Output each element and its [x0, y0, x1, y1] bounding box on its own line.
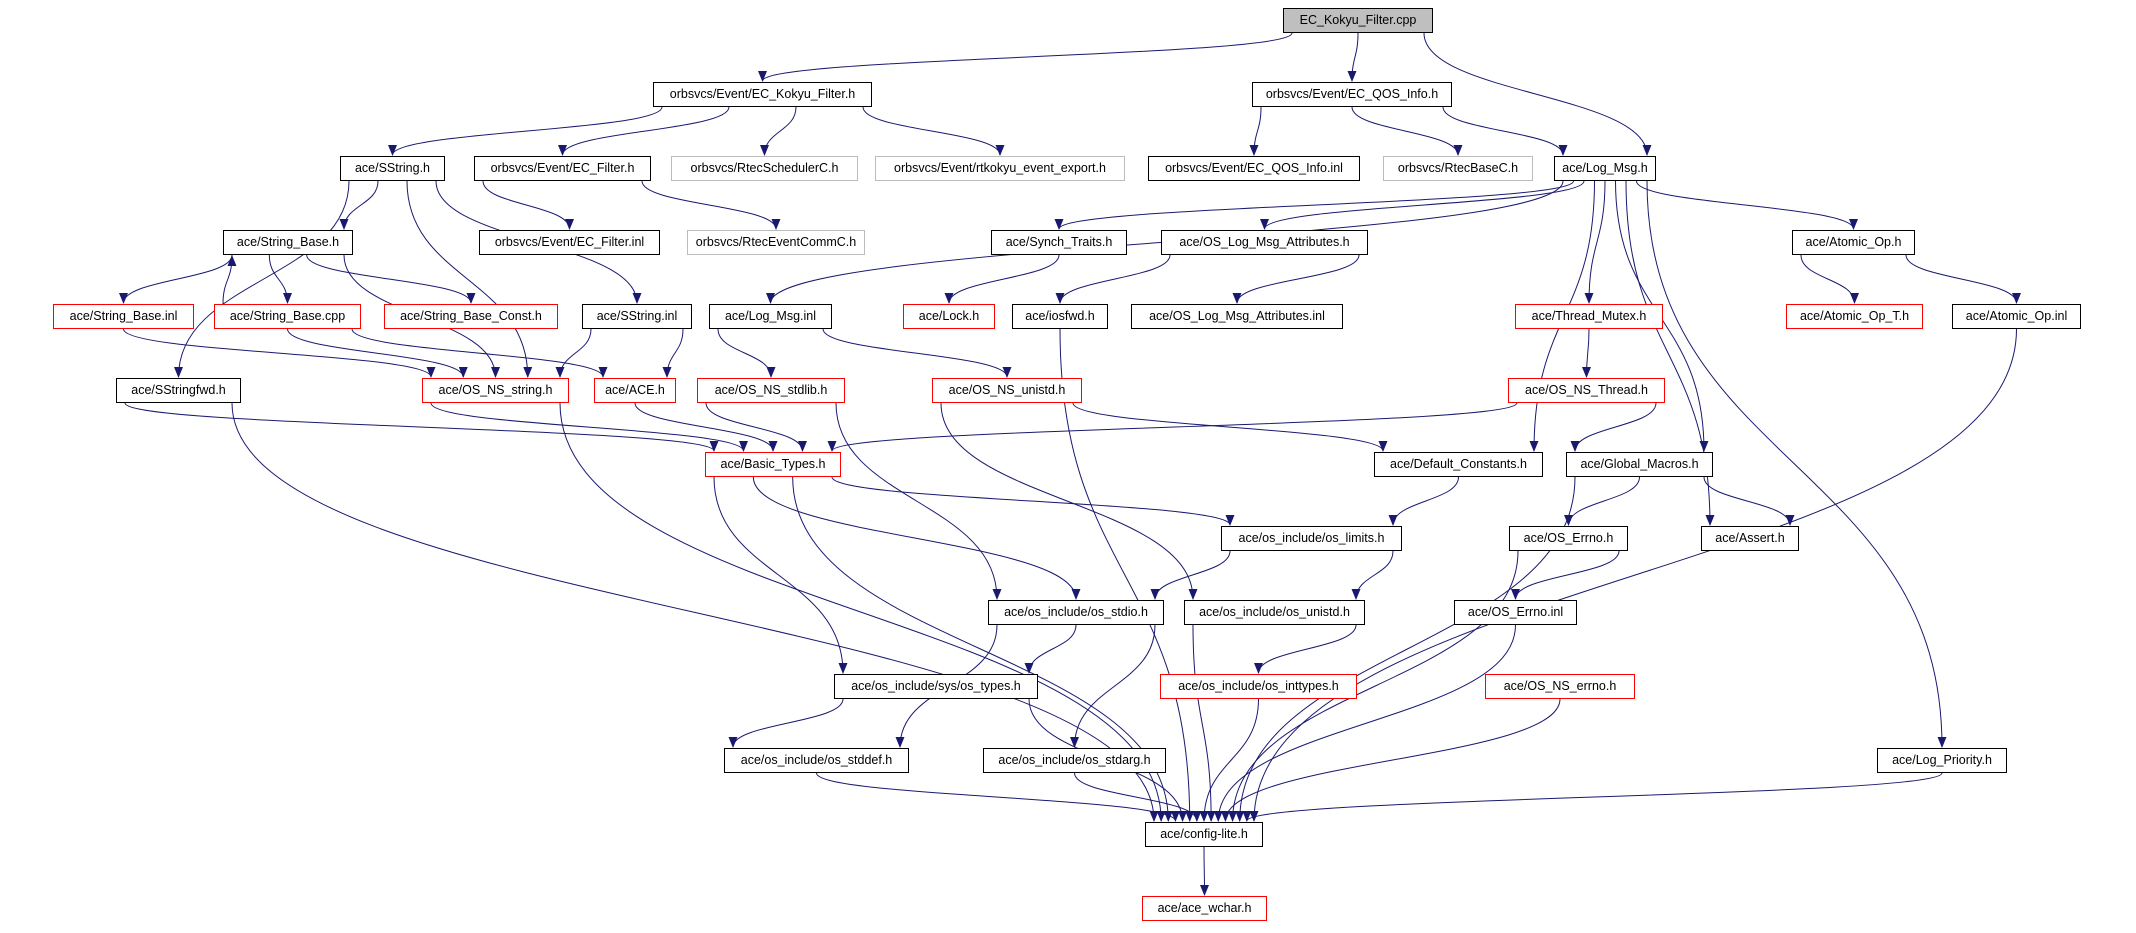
node-ace-os-include-os-limits-h[interactable]: ace/os_include/os_limits.h [1221, 526, 1402, 551]
node-ace-os-include-sys-os-types-h[interactable]: ace/os_include/sys/os_types.h [834, 674, 1038, 699]
node-ace-os-ns-stdlib-h[interactable]: ace/OS_NS_stdlib.h [697, 378, 845, 403]
edge [1029, 625, 1076, 673]
edge [269, 255, 287, 303]
node-ace-basic-types-h[interactable]: ace/Basic_Types.h [705, 452, 841, 477]
node-ace-iosfwd-h[interactable]: ace/iosfwd.h [1012, 304, 1108, 329]
edge [1443, 107, 1563, 155]
node-ace-ace-wchar-h[interactable]: ace/ace_wchar.h [1142, 896, 1267, 921]
edge [1569, 477, 1640, 525]
edge [1259, 625, 1357, 673]
edge [288, 329, 464, 377]
edge [718, 329, 771, 377]
edge [941, 403, 1193, 599]
node-orbsvcs-rtecbasec-h[interactable]: orbsvcs/RtecBaseC.h [1383, 156, 1533, 181]
edge [765, 107, 797, 155]
node-ace-string-base-const-h[interactable]: ace/String_Base_Const.h [384, 304, 558, 329]
edge [714, 477, 843, 673]
edge [1247, 773, 1942, 821]
node-ace-ace-h[interactable]: ace/ACE.h [594, 378, 676, 403]
edge [1575, 403, 1656, 451]
edge [823, 329, 1007, 377]
node-ace-os-log-msg-attributes-inl[interactable]: ace/OS_Log_Msg_Attributes.inl [1131, 304, 1343, 329]
node-ace-atomic-op-t-h[interactable]: ace/Atomic_Op_T.h [1786, 304, 1923, 329]
node-ace-os-include-os-inttypes-h[interactable]: ace/os_include/os_inttypes.h [1160, 674, 1357, 699]
edge [352, 329, 603, 377]
edge [733, 699, 843, 747]
edge [1516, 551, 1620, 599]
edge [642, 181, 776, 229]
edge [1060, 255, 1170, 303]
edge [1193, 625, 1211, 821]
edge [563, 107, 730, 155]
edge [1225, 699, 1560, 821]
node-ace-synch-traits-h[interactable]: ace/Synch_Traits.h [991, 230, 1127, 255]
edge [1356, 551, 1393, 599]
edge [124, 329, 432, 377]
edge [393, 107, 663, 155]
edge [1637, 181, 1854, 229]
edge [763, 33, 1293, 81]
edge [1059, 181, 1574, 229]
edge [1075, 625, 1156, 747]
node-ace-default-constants-h[interactable]: ace/Default_Constants.h [1374, 452, 1543, 477]
node-ace-sstringfwd-h[interactable]: ace/SStringfwd.h [116, 378, 241, 403]
edge [863, 107, 1000, 155]
edge [1424, 33, 1647, 155]
edge [1204, 699, 1259, 821]
edge [1075, 773, 1197, 821]
node-ace-thread-mutex-h[interactable]: ace/Thread_Mutex.h [1515, 304, 1663, 329]
edge [706, 403, 803, 451]
edge [949, 255, 1059, 303]
edge [307, 255, 471, 303]
node-ace-os-include-os-stddef-h[interactable]: ace/os_include/os_stddef.h [724, 748, 909, 773]
edge [836, 403, 997, 599]
node-ace-os-errno-h[interactable]: ace/OS_Errno.h [1509, 526, 1628, 551]
edge [560, 329, 591, 377]
node-ace-os-include-os-stdarg-h[interactable]: ace/os_include/os_stdarg.h [983, 748, 1166, 773]
node-ace-sstring-inl[interactable]: ace/SString.inl [582, 304, 692, 329]
edge [1218, 625, 1515, 821]
node-ace-os-ns-errno-h[interactable]: ace/OS_NS_errno.h [1485, 674, 1635, 699]
edge [1352, 107, 1458, 155]
edge [667, 329, 683, 377]
edge [1801, 255, 1855, 303]
node-orbsvcs-event-ec-qos-info-h[interactable]: orbsvcs/Event/EC_QOS_Info.h [1252, 82, 1452, 107]
edge [1073, 403, 1383, 451]
edge [817, 773, 1176, 821]
edge [125, 403, 714, 451]
node-ace-atomic-op-h[interactable]: ace/Atomic_Op.h [1792, 230, 1915, 255]
edge [1906, 255, 2017, 303]
edge [753, 477, 1076, 599]
edge [1254, 107, 1261, 155]
node-ace-string-base-cpp[interactable]: ace/String_Base.cpp [214, 304, 361, 329]
node-ace-log-msg-h[interactable]: ace/Log_Msg.h [1554, 156, 1656, 181]
edge [431, 403, 744, 451]
node-ace-os-ns-unistd-h[interactable]: ace/OS_NS_unistd.h [932, 378, 1082, 403]
node-orbsvcs-event-ec-qos-info-inl[interactable]: orbsvcs/Event/EC_QOS_Info.inl [1148, 156, 1360, 181]
node-ace-sstring-h[interactable]: ace/SString.h [340, 156, 445, 181]
node-ace-log-priority-h[interactable]: ace/Log_Priority.h [1877, 748, 2007, 773]
node-orbsvcs-event-rtkokyu-event-export-h[interactable]: orbsvcs/Event/rtkokyu_event_export.h [875, 156, 1125, 181]
edge [1204, 847, 1205, 895]
node-orbsvcs-rteceventcommc-h[interactable]: orbsvcs/RtecEventCommC.h [687, 230, 865, 255]
node-ace-os-log-msg-attributes-h[interactable]: ace/OS_Log_Msg_Attributes.h [1161, 230, 1368, 255]
edge [1589, 181, 1605, 303]
node-orbsvcs-event-ec-kokyu-filter-h[interactable]: orbsvcs/Event/EC_Kokyu_Filter.h [653, 82, 872, 107]
edge [1393, 477, 1459, 525]
edge [483, 181, 570, 229]
node-ace-os-include-os-unistd-h[interactable]: ace/os_include/os_unistd.h [1184, 600, 1365, 625]
node-ace-os-include-os-stdio-h[interactable]: ace/os_include/os_stdio.h [988, 600, 1164, 625]
edge [832, 477, 1230, 525]
node-ace-log-msg-inl[interactable]: ace/Log_Msg.inl [709, 304, 832, 329]
edge [179, 181, 350, 377]
node-ace-os-ns-string-h[interactable]: ace/OS_NS_string.h [422, 378, 569, 403]
node-ace-global-macros-h[interactable]: ace/Global_Macros.h [1566, 452, 1713, 477]
node-ace-lock-h[interactable]: ace/Lock.h [903, 304, 995, 329]
edge [1587, 329, 1590, 377]
node-orbsvcs-event-ec-filter-inl[interactable]: orbsvcs/Event/EC_Filter.inl [479, 230, 660, 255]
edge [124, 255, 233, 303]
node-orbsvcs-event-ec-filter-h[interactable]: orbsvcs/Event/EC_Filter.h [474, 156, 651, 181]
node-orbsvcs-rtecschedulerc-h[interactable]: orbsvcs/RtecSchedulerC.h [671, 156, 858, 181]
edge [1352, 33, 1358, 81]
node-ace-string-base-inl[interactable]: ace/String_Base.inl [53, 304, 194, 329]
edge [832, 403, 1517, 451]
node-ace-string-base-h[interactable]: ace/String_Base.h [223, 230, 353, 255]
node-ace-atomic-op-inl[interactable]: ace/Atomic_Op.inl [1952, 304, 2081, 329]
node-ace-os-ns-thread-h[interactable]: ace/OS_NS_Thread.h [1508, 378, 1665, 403]
node-ec-kokyu-filter-cpp[interactable]: EC_Kokyu_Filter.cpp [1283, 8, 1433, 33]
node-ace-os-errno-inl[interactable]: ace/OS_Errno.inl [1454, 600, 1577, 625]
node-ace-assert-h[interactable]: ace/Assert.h [1701, 526, 1799, 551]
node-ace-config-lite-h[interactable]: ace/config-lite.h [1145, 822, 1263, 847]
edge [1237, 255, 1359, 303]
edge [1704, 477, 1790, 525]
